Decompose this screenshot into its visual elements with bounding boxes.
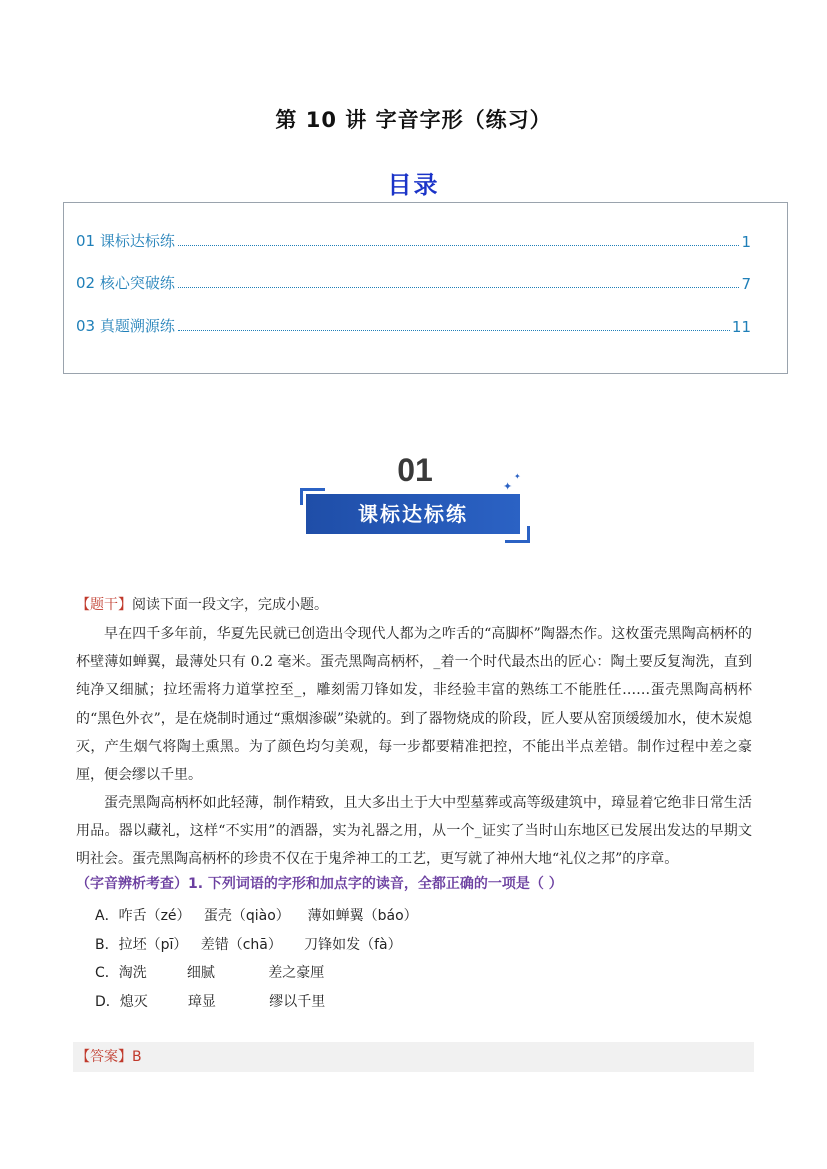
sparkle-icon: ✦ <box>503 480 513 493</box>
option-d[interactable]: D．熄灭 璋显 缪以千里 <box>95 994 326 1010</box>
paragraph-text: 早在四千多年前，华夏先民就已创造出令现代人都为之咋舌的“高脚杯”陶器杰作。这枚蛋壳黑陶高柄杯的杯壁薄如蝉翼，最薄处只有 0.2 毫米。蛋壳黑陶高柄杯，_着一个时代最杰出的匠心：陶土要反复淘洗，直到纯净又细腻；拉坯需将力道掌控至_，雕刻需刀锋如发，非经验丰富的熟练工不能胜任……蛋壳黑陶高柄杯的“黑色外衣”，是在烧制时通过“熏烟渗碳”染就的。到了器物烧成的阶段，匠人要从窑顶缓缓加水，使木炭熄灭，产生烟气将陶土熏黑。为了颜色均匀美观，每一步都要精准把控，不能出半点差错。制作过程中差之豪厘，便会缪以千里。 <box>76 626 752 784</box>
question-stem <box>76 594 328 614</box>
option-c[interactable]: C．淘洗 细腻 差之豪厘 <box>95 965 325 981</box>
toc-item-3[interactable] <box>76 314 751 336</box>
toc-item-page: 11 <box>731 318 751 336</box>
option-b[interactable]: B．拉坯（pī） 差错（chā） 刀锋如发（fà） <box>95 937 402 953</box>
page-title: 第 10 讲 字音字形（练习） <box>275 108 552 132</box>
toc-item-1[interactable] <box>76 229 751 251</box>
paragraph-text: 蛋壳黑陶高柄杯如此轻薄，制作精致，且大多出土于大中型墓葬或高等级建筑中，璋显着它绝非日常生活用品。器以藏礼，这样“不实用”的酒器，实为礼器之用，从一个_证实了当时山东地区已发展出发达的早期文明社会。蛋壳黑陶高柄杯的珍贵不仅在于鬼斧神工的工艺，更写就了神州大地“礼仪之邦”的序章。 <box>76 795 752 868</box>
toc-item-label: 01 课标达标练 <box>76 232 175 250</box>
toc-leader-dots <box>178 329 730 331</box>
toc-item-label: 03 真题溯源练 <box>76 317 175 335</box>
toc-leader-dots <box>178 244 740 246</box>
stem-text: 阅读下面一段文字，完成小题。 <box>132 597 328 613</box>
toc-item-label: 02 核心突破练 <box>76 274 175 292</box>
toc-item-page: 1 <box>741 233 751 251</box>
table-of-contents <box>63 202 788 374</box>
question-prompt: （字音辨析考查）1. 下列词语的字形和加点字的读音，全都正确的一项是（ ） <box>76 876 563 892</box>
answer <box>76 1046 142 1066</box>
answer-panel <box>73 1042 754 1072</box>
corner-bracket-decoration <box>505 526 530 543</box>
stem-tag: 【题干】 <box>76 597 132 613</box>
toc-item-2[interactable] <box>76 271 751 293</box>
answer-tag: 【答案】 <box>76 1049 132 1065</box>
passage-paragraph-2 <box>76 789 752 874</box>
toc-item-page: 7 <box>741 275 751 293</box>
option-a[interactable]: A．咋舌（zé） 蛋壳（qiào） 薄如蝉翼（báo） <box>95 908 418 924</box>
toc-heading: 目录 <box>387 171 440 199</box>
section-label: 课标达标练 <box>358 502 468 526</box>
toc-leader-dots <box>178 286 740 288</box>
section-number: 01 <box>397 452 433 488</box>
sparkle-icon: ✦ <box>514 472 521 481</box>
section-badge <box>300 452 530 547</box>
passage-paragraph-1 <box>76 620 752 789</box>
answer-value: B <box>132 1049 142 1065</box>
